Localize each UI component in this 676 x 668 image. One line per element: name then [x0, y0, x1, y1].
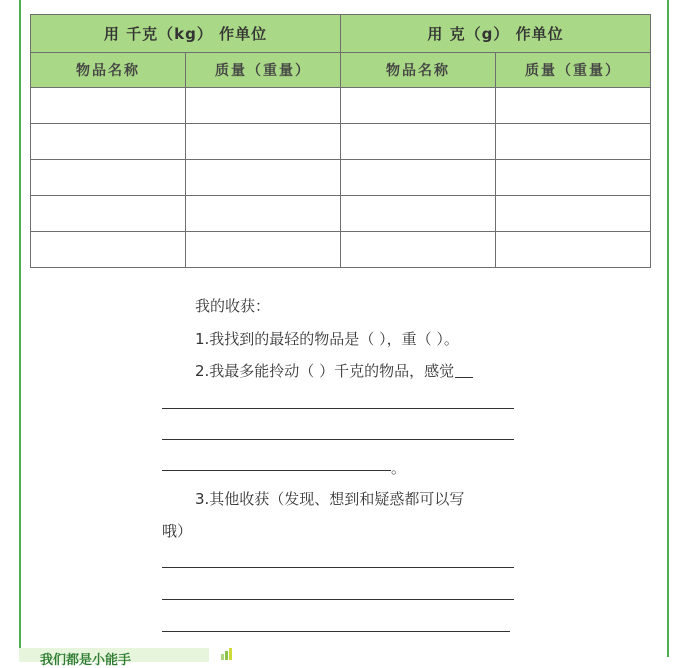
answer-line[interactable]	[162, 470, 391, 471]
harvest-item-1: 1.我找到的最轻的物品是（ ），重（ ）。	[195, 330, 459, 348]
table-row	[31, 232, 651, 268]
table-row	[31, 160, 651, 196]
table-cell[interactable]	[186, 196, 341, 232]
table-cell[interactable]	[186, 124, 341, 160]
table-cell[interactable]	[186, 88, 341, 124]
table-cell[interactable]	[496, 232, 651, 268]
harvest-item-2-line	[195, 360, 473, 381]
page-frame-right	[667, 0, 669, 657]
g-group-header: 用 克（g） 作单位	[341, 15, 651, 53]
table-row	[31, 124, 651, 160]
table-cell[interactable]	[496, 124, 651, 160]
table-cell[interactable]	[341, 160, 496, 196]
table-cell[interactable]	[31, 232, 186, 268]
table-cell[interactable]	[496, 88, 651, 124]
table-cell[interactable]	[31, 88, 186, 124]
table-cell[interactable]	[496, 196, 651, 232]
group-header-row	[31, 15, 651, 53]
kg-item-name-header: 物品名称	[31, 53, 186, 88]
table-cell[interactable]	[341, 196, 496, 232]
answer-line[interactable]	[162, 631, 510, 632]
kg-weight-header: 质量（重量）	[186, 53, 341, 88]
harvest-item-3: 3.其他收获（发现、想到和疑惑都可以写	[195, 490, 465, 508]
section-tab-label: 我们都是小能手	[40, 653, 132, 668]
answer-line[interactable]	[162, 599, 514, 600]
table-cell[interactable]	[341, 232, 496, 268]
answer-line[interactable]	[162, 439, 514, 440]
table-cell[interactable]	[186, 232, 341, 268]
column-header-row	[31, 53, 651, 88]
sprout-icon	[218, 648, 236, 660]
harvest-item-3-cont: 哦）	[162, 522, 193, 540]
table-row	[31, 88, 651, 124]
answer-line[interactable]	[162, 567, 514, 568]
table-cell[interactable]	[341, 124, 496, 160]
table-cell[interactable]	[31, 160, 186, 196]
g-item-name-header: 物品名称	[341, 53, 496, 88]
weight-record-table	[30, 14, 651, 268]
page-frame-left	[19, 0, 21, 657]
table-cell[interactable]	[341, 88, 496, 124]
table-cell[interactable]	[31, 124, 186, 160]
table-cell[interactable]	[496, 160, 651, 196]
harvest-item-2: 2.我最多能拎动（ ）千克的物品，感觉	[195, 362, 455, 380]
harvest-title: 我的收获：	[195, 297, 271, 315]
answer-line[interactable]	[162, 408, 514, 409]
kg-group-header: 用 千克（kg） 作单位	[31, 15, 341, 53]
g-weight-header: 质量（重量）	[496, 53, 651, 88]
end-period: 。	[391, 459, 407, 477]
table-cell[interactable]	[31, 196, 186, 232]
table-row	[31, 196, 651, 232]
table-cell[interactable]	[186, 160, 341, 196]
answer-blank[interactable]	[455, 377, 473, 378]
